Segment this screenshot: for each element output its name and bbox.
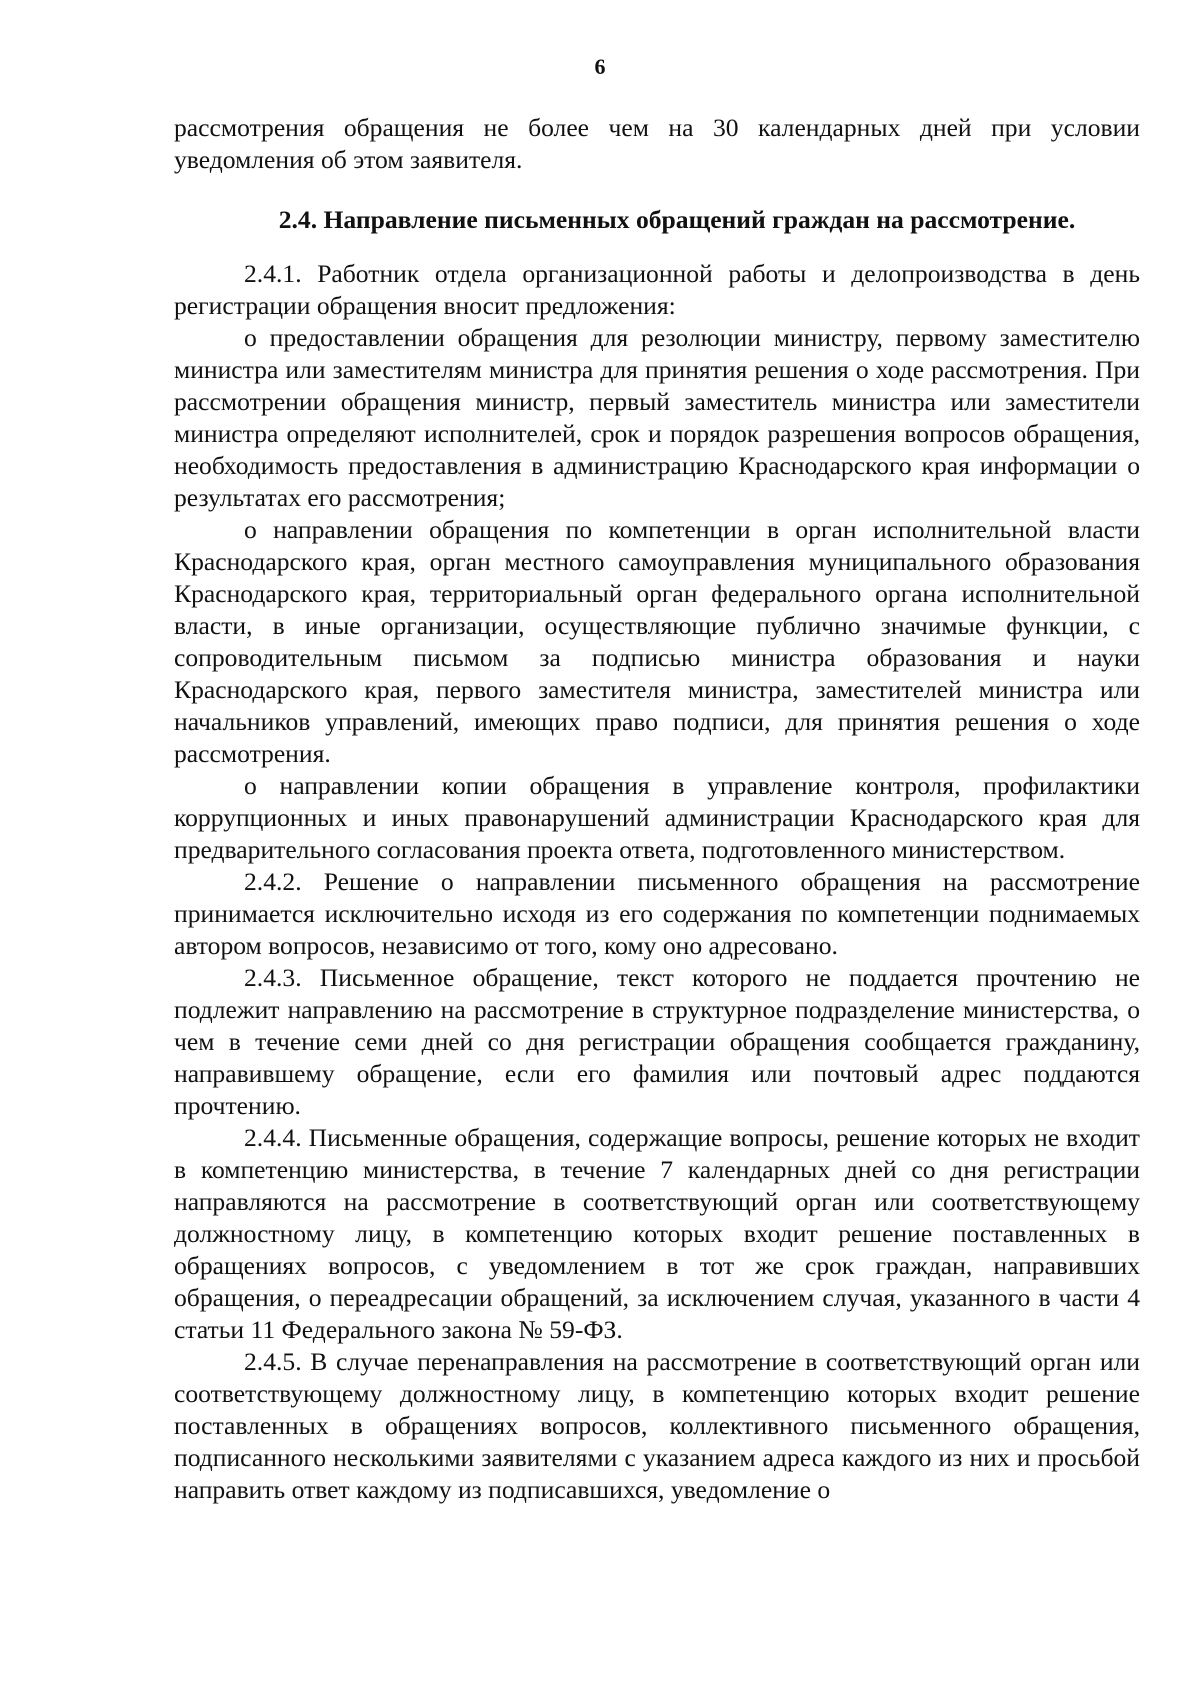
paragraph-2-4-4: 2.4.4. Письменные обращения, содержащие вопросы, решение которых не входит в компетенцию министерства, в течение 7 календарных дней со дня регистрации направляются на рассмотрение в соответствующий орган или соответствующему должностному лицу, в компетенцию которых входит решение поставленных в обращениях вопросов, с уведомлением в тот же срок граждан, направивших обращения, о переадресации обращений, за исключением случая, указанного в части 4 статьи 11 Федерального закона № 59-ФЗ. <box>174 1123 1140 1344</box>
section-title: 2.4. Направление письменных обращений граждан на рассмотрение. <box>278 205 1076 234</box>
paragraph-2-4-5: 2.4.5. В случае перенаправления на рассмотрение в соответствующий орган или соответствующему должностному лицу, в компетенцию которых входит решение поставленных в обращениях вопросов, коллективного письменного обращения, подписанного несколькими заявителями с указанием адреса каждого из них и просьбой направить ответ каждому из подписавшихся, уведомление о <box>174 1347 1140 1504</box>
paragraph-resolution-proposal: о предоставлении обращения для резолюции министру, первому заместителю министра или заместителям министра для принятия решения о ходе рассмотрения. При рассмотрении обращения министр, первый заместитель министра или заместители министра определяют исполнителей, срок и порядок разрешения вопросов обращения, необходимость предоставления в администрацию Краснодарского края информации о результатах его рассмотрения; <box>174 323 1140 512</box>
paragraph-2-4-3: 2.4.3. Письменное обращение, текст которого не поддается прочтению не подлежит направлению на рассмотрение в структурное подразделение министерства, о чем в течение семи дней со дня регистрации обращения сообщается гражданину, направившему обращение, если его фамилия или почтовый адрес поддаются прочтению. <box>174 963 1140 1120</box>
paragraph-continuation: рассмотрения обращения не более чем на 30 календарных дней при условии уведомления об этом заявителя. <box>174 113 1140 174</box>
page-number: 6 <box>594 54 606 79</box>
paragraph-2-4-2: 2.4.2. Решение о направлении письменного обращения на рассмотрение принимается исключительно исходя из его содержания по компетенции поднимаемых автором вопросов, независимо от того, кому оно адресовано. <box>174 867 1140 960</box>
paragraph-competence-referral: о направлении обращения по компетенции в орган исполнительной власти Краснодарского края, орган местного самоуправления муниципального образования Краснодарского края, территориальный орган федерального органа исполнительной власти, в иные организации, осуществляющие публично значимые функции, с сопроводительным письмом за подписью министра образования и науки Краснодарского края, первого заместителя министра, заместителей министра или начальников управлений, имеющих право подписи, для принятия решения о ходе рассмотрения. <box>174 515 1140 768</box>
paragraph-2-4-1: 2.4.1. Работник отдела организационной работы и делопроизводства в день регистрации обращения вносит предложения: <box>174 259 1140 320</box>
paragraph-copy-control: о направлении копии обращения в управление контроля, профилактики коррупционных и иных правонарушений администрации Краснодарского края для предварительного согласования проекта ответа, подготовленного министерством. <box>174 771 1140 864</box>
document-body <box>174 112 1140 1506</box>
